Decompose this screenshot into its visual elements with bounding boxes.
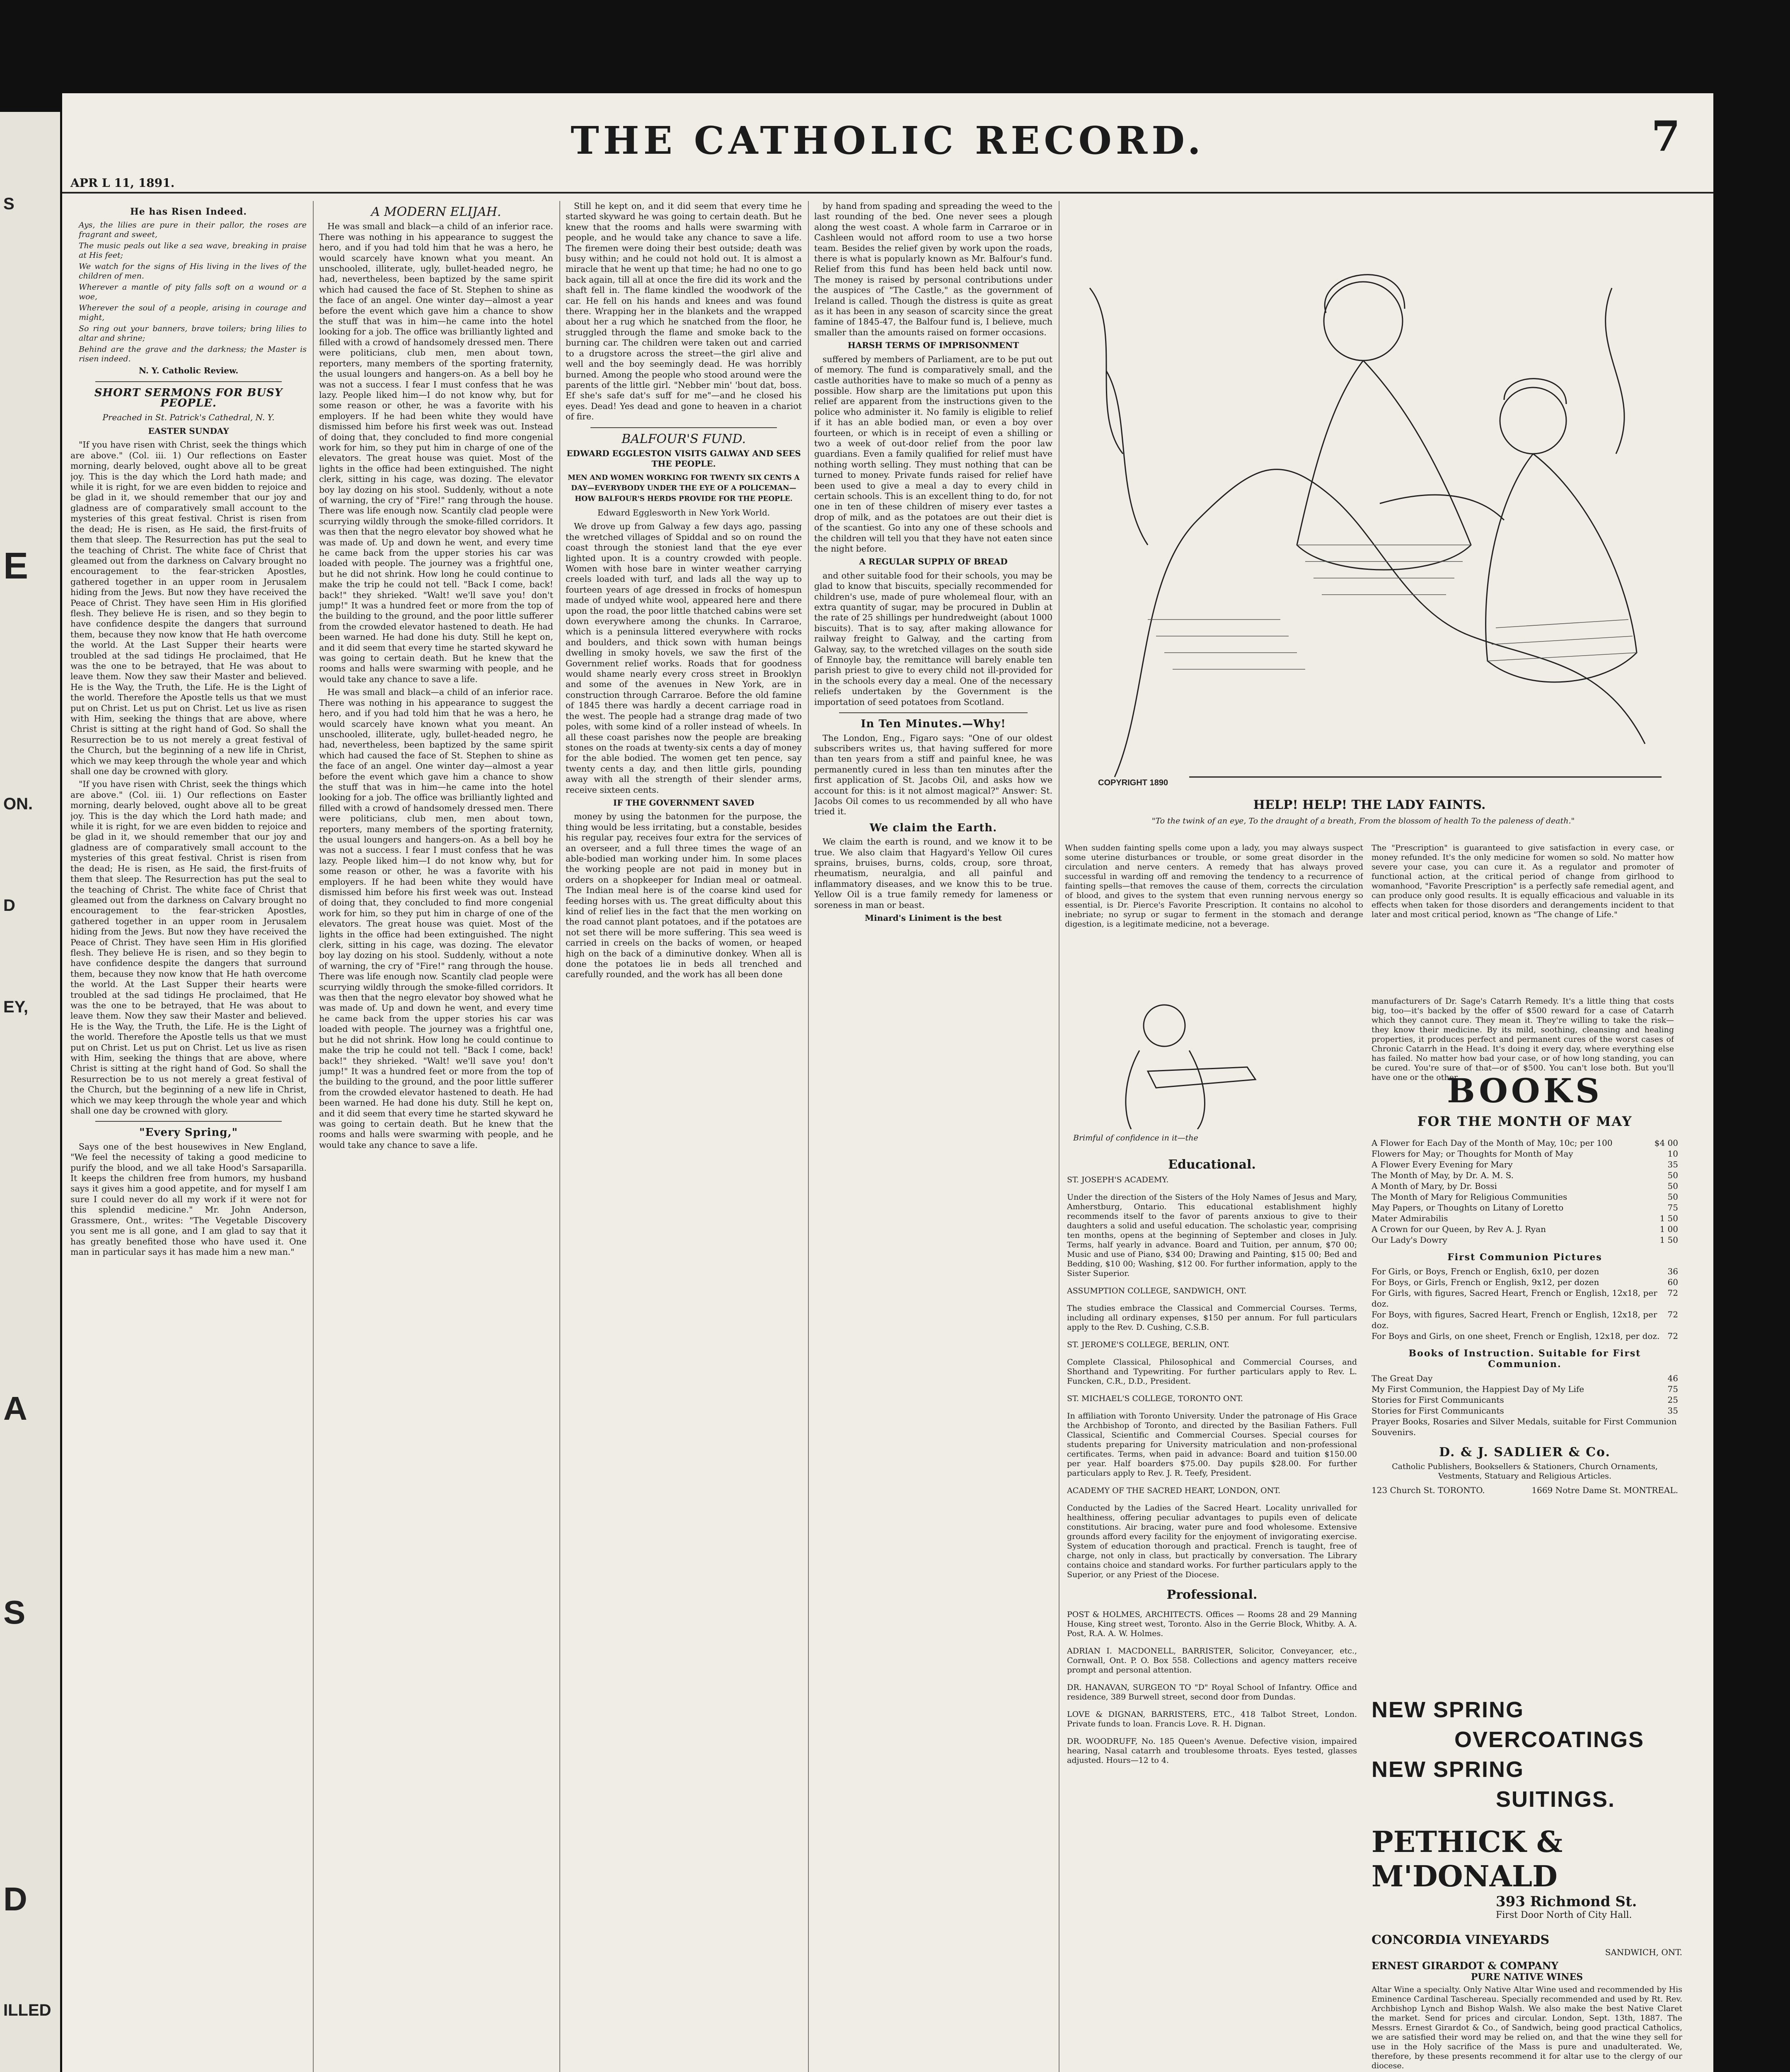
poem-line: The music peals out like a sea wave, breaking in praise at His feet; bbox=[79, 241, 307, 260]
book-row bbox=[1372, 1277, 1678, 1288]
book-row bbox=[1372, 1224, 1678, 1234]
column-1 bbox=[70, 201, 307, 2072]
professional-card: ADRIAN I. MACDONELL, BARRISTER, Solicitor, Conveyancer, etc., Cornwall, Ont. P. O. Box 558. Collections and agency matters receive prompt and personal attention. bbox=[1067, 1646, 1357, 1675]
page-number: 7 bbox=[1651, 112, 1680, 161]
balfour-title: BALFOUR'S FUND. bbox=[621, 431, 746, 446]
vineyards-firm: ERNEST GIRARDOT & COMPANY bbox=[1372, 1960, 1558, 1972]
school-name: ACADEMY OF THE SACRED HEART, LONDON, ONT. bbox=[1067, 1486, 1281, 1495]
poem-line: Behind are the grave and the darkness; the Master is risen indeed. bbox=[79, 345, 307, 364]
issue-date: APR L 11, 1891. bbox=[70, 176, 175, 190]
book-title: For Boys and Girls, on one sheet, French or English, 12x18, per doz. bbox=[1372, 1331, 1660, 1341]
firm-name: PETHICK & M'DONALD bbox=[1372, 1825, 1563, 1893]
book-price: 75 bbox=[1667, 1203, 1678, 1213]
book-row bbox=[1372, 1394, 1678, 1405]
school-text: Complete Classical, Philosophical and Commercial Courses, and Shorthand and Typewriting. For further particulars apply to Rev. L. Funcken, C.R., D.D., President. bbox=[1067, 1358, 1357, 1386]
tailor-ad bbox=[1372, 1693, 1682, 2072]
sermon-day: EASTER SUNDAY bbox=[148, 426, 229, 436]
school-name: ST. JEROME'S COLLEGE, BERLIN, ONT. bbox=[1067, 1340, 1230, 1349]
catarrh-ad-text: manufacturers of Dr. Sage's Catarrh Remedy. It's a little thing that costs big, too—it's backed by the offer of $500 reward for a case of Catarrh which they cannot cure. They mean it. They're willing to take the risk—they know their medicine. By its mild, soothing, cleansing and healing properties, it produces perfect and permanent cures of the worst cases of Chronic Catarrh in the Head. It's doing it every day, where everything else has failed. No matter how bad your case, or of how long standing, you can be cured. You're sure of that—or of $500. You can't lose both. But you'll have one or the other. bbox=[1372, 997, 1674, 1082]
educational-section bbox=[1067, 1154, 1357, 2072]
book-list bbox=[1372, 1138, 1678, 1245]
book-row bbox=[1372, 1148, 1678, 1159]
school-text: Under the direction of the Sisters of the Holy Names of Jesus and Mary, Amherstburg, Ontario. This educational establishment highly recommends itself to the favor of parents anxious to give to their daughters a solid and useful education. The scholastic year, comprising ten months, opens at the beginning of September and closes in July. Terms, half yearly in advance. Board and Tuition, per annum, $70 00; Music and use of Piano, $34 00; Drawing and Painting, $15 00; Bed and Bedding, $10 00; Washing, $12 00. For further information, apply to the Sister Superior. bbox=[1067, 1193, 1357, 1278]
balfour-subtitle-2: MEN AND WOMEN WORKING FOR TWENTY SIX CENTS A DAY—EVERYBODY UNDER THE EYE OF A POLICEMAN—HOW BALFOUR'S HERDS PROVIDE FOR THE PEOPLE. bbox=[568, 473, 800, 503]
book-price: 35 bbox=[1667, 1159, 1678, 1169]
poem-line: Ays, the lilies are pure in their pallor, the roses are fragrant and sweet, bbox=[79, 220, 307, 240]
publisher-addresses bbox=[1372, 1485, 1678, 1495]
book-price: 50 bbox=[1667, 1192, 1678, 1202]
book-title: A Flower Every Evening for Mary bbox=[1372, 1159, 1513, 1169]
publisher-line: Catholic Publishers, Booksellers & Stationers, Church Ornaments, Vestments, Statuary and Religious Articles. bbox=[1392, 1462, 1658, 1481]
book-row bbox=[1372, 1234, 1678, 1245]
educational-heading: Educational. bbox=[1168, 1157, 1256, 1172]
poem-line: Wherever a mantle of pity falls soft on a wound or a woe, bbox=[79, 283, 307, 302]
professional-card: DR. WOODRUFF, No. 185 Queen's Avenue. Defective vision, impaired hearing, Nasal catarrh and troublesome throats. Eyes tested, glasses adjusted. Hours—12 to 4. bbox=[1067, 1737, 1357, 1765]
school-text: The studies embrace the Classical and Commercial Courses. Terms, including all ordinary expenses, $150 per annum. For full particulars apply to the Rev. D. Cushing, C.S.B. bbox=[1067, 1304, 1357, 1332]
man-with-tray-illustration bbox=[1073, 997, 1355, 1129]
book-row bbox=[1372, 1405, 1678, 1416]
fund-text: by hand from spading and spreading the weed to the last rounding of the bed. One never sees a plough along the west coast. A whole farm in Carraroe or in Cashleen would not afford room to use a two horse team. Besides the relief given by work upon the roads, there is what is popularly known as Mr. Balfour's fund. Relief from this fund has been held back until now. The money is raised by personal contributions under the auspices of "The Castle," as the government of Ireland is called. Though the distress is quite as great as it has been in any season of scarcity since the great famine of 1845-47, the Balfour fund is, I believe, much smaller than the amounts raised on former occasions. bbox=[814, 201, 1052, 337]
strip-text: A bbox=[3, 1390, 27, 1427]
school-text: In affiliation with Toronto University. Under the patronage of His Grace the Archbishop of Toronto, and directed by the Basilian Fathers. Full Classical, Scientific and Commercial Courses. Special courses for students preparing for University matriculation and non-professional certificates. Terms, when paid in advance: Board and tuition $150.00 per year. Half boarders $75.00. Day pupils $28.00. For further particulars apply to Rev. J. R. Teefy, President. bbox=[1067, 1411, 1357, 1478]
strip-text: D bbox=[3, 1881, 27, 1917]
book-price: 1 00 bbox=[1659, 1224, 1678, 1234]
vineyards-title: CONCORDIA VINEYARDS bbox=[1372, 1933, 1550, 1947]
books-ad bbox=[1372, 1071, 1678, 1495]
book-row bbox=[1372, 1384, 1678, 1394]
poem-line: So ring out your banners, brave toilers; bring lilies to altar and shrine; bbox=[79, 324, 307, 343]
fainting-lady-illustration bbox=[1065, 205, 1674, 794]
book-row bbox=[1372, 1288, 1678, 1309]
strip-text: E bbox=[3, 545, 29, 587]
book-price: 10 bbox=[1667, 1149, 1678, 1159]
book-title: My First Communion, the Happiest Day of My Life bbox=[1372, 1384, 1584, 1394]
book-price: 25 bbox=[1667, 1395, 1678, 1405]
book-row bbox=[1372, 1170, 1678, 1181]
school-text: Conducted by the Ladies of the Sacred Heart. Locality unrivalled for healthiness, offering peculiar advantages to pupils even of delicate constitutions. Air bracing, water pure and food wholesome. Extensive grounds afford every facility for the enjoyment of invigorating exercise. System of education thorough and practical. French is taught, free of charge, not only in class, but practically by conversation. The Library contains choice and standard works. For further particulars apply to the Superior, or any Priest of the Diocese. bbox=[1067, 1503, 1357, 1579]
school-name: ASSUMPTION COLLEGE, SANDWICH, ONT. bbox=[1067, 1286, 1247, 1295]
pictures-heading: First Communion Pictures bbox=[1447, 1252, 1602, 1263]
professional-card: DR. HANAVAN, SURGEON TO "D" Royal School of Infantry. Office and residence, 389 Burwell street, second door from Dundas. bbox=[1067, 1683, 1357, 1702]
separator bbox=[590, 427, 777, 428]
book-title: The Month of May, by Dr. A. M. S. bbox=[1372, 1170, 1514, 1180]
book-row bbox=[1372, 1191, 1678, 1202]
masthead-rule bbox=[62, 192, 1713, 194]
pierce-ad-right: The "Prescription" is guaranteed to give satisfaction in every case, or money refunded. It's the only medicine for women so sold. No matter how severe your case, you can cure it. As a regulator and promoter of functional action, at the critical period of change from girlhood to womanhood, "Favorite Prescription" is a perfectly safe remedial agent, and can produce only good results. It is equally efficacious and valuable in its effects when taken for those disorders and derangements incident to that later and most critical period, known as "The change of Life." bbox=[1372, 843, 1674, 919]
school-name: ST. JOSEPH'S ACADEMY. bbox=[1067, 1175, 1169, 1184]
book-row bbox=[1372, 1309, 1678, 1331]
copyright-label: COPYRIGHT 1890 bbox=[1098, 778, 1168, 787]
column-4 bbox=[814, 201, 1052, 2072]
books-title: BOOKS bbox=[1447, 1071, 1603, 1110]
book-price: 35 bbox=[1667, 1406, 1678, 1416]
overcoatings: OVERCOATINGS bbox=[1454, 1727, 1645, 1752]
book-row bbox=[1372, 1416, 1678, 1438]
address-toronto: 123 Church St. TORONTO. bbox=[1372, 1485, 1485, 1495]
poem-source: N. Y. Catholic Review. bbox=[138, 366, 239, 376]
book-row bbox=[1372, 1266, 1678, 1277]
strip-text: ILLED bbox=[3, 2001, 51, 2019]
book-title: For Girls, with figures, Sacred Heart, French or English, 12x18, per doz. bbox=[1372, 1288, 1657, 1309]
instruction-list bbox=[1372, 1373, 1678, 1438]
bread-heading: A REGULAR SUPPLY OF BREAD bbox=[859, 557, 1008, 567]
book-title: Our Lady's Dowry bbox=[1372, 1235, 1447, 1245]
book-title: Stories for First Communicants bbox=[1372, 1395, 1504, 1405]
book-title: The Month of Mary for Religious Communities bbox=[1372, 1192, 1567, 1202]
newspaper-title: THE CATHOLIC RECORD. bbox=[571, 118, 1205, 163]
book-price: 1 50 bbox=[1659, 1235, 1678, 1245]
book-title: For Boys, with figures, Sacred Heart, French or English, 12x18, per doz. bbox=[1372, 1310, 1657, 1330]
school-name: ST. MICHAEL'S COLLEGE, TORONTO ONT. bbox=[1067, 1394, 1243, 1403]
column-divider bbox=[808, 201, 809, 2072]
book-price: $4 00 bbox=[1654, 1138, 1678, 1148]
column-2 bbox=[319, 201, 553, 2072]
sermon-text: "If you have risen with Christ, seek the things which are above." (Col. iii. 1) Our reflections on Easter morning, dearly beloved, ought above all to be great joy. This is the day which the Lord hath made; and while it is right, for we are even bidden to rejoice and be glad in it, we should remember that our joy and gladness are of comparatively small account to the mysteries of this great festival. Christ is risen from the dead; He is risen, as He said, the first-fruits of them that sleep. The Resurrection has put the seal to the teaching of Christ. The white face of Christ that gleamed out from the darkness on Calvary brought no encouragement to the fear-stricken Apostles, gathered together in an upper room in Jerusalem hiding from the Jews. But now they have received the Peace of Christ. They have seen Him in His glorified flesh. They believe He is risen, and so they begin to have confidence despite the dangers that surround them, because they now know that He hath overcome the world. At the Last Supper their hearts were troubled at the sad tidings He proclaimed, that He was the one to be betrayed, that He was about to leave them. Now they saw their Master and believed. He is the Way, the Truth, the Life. He is the Light of the world. Therefore the Apostle tells us that we must put on Christ. Let us put on Christ. Let us live as risen with Him, seeking the things that are above, where Christ is sitting at the right hand of God. So shall the Resurrection be to us not merely a great festival of the Church, but the beginning of a new life in Christ, which we may keep through the whole year and which shall one day be crowned with glory. bbox=[70, 440, 307, 777]
book-price: 72 bbox=[1667, 1288, 1678, 1298]
brimful-line: Brimful of confidence in it—the bbox=[1073, 1133, 1198, 1143]
firm-address: 393 Richmond St. bbox=[1496, 1893, 1637, 1910]
book-row bbox=[1372, 1373, 1678, 1384]
book-title: For Boys, or Girls, French or English, 9x12, per dozen bbox=[1372, 1277, 1599, 1287]
minard-line: Minard's Liniment is the best bbox=[864, 913, 1002, 923]
strip-text: ON. bbox=[3, 795, 33, 813]
masthead bbox=[62, 93, 1713, 193]
illustration-verse: "To the twink of an eye, To the draught of a breath, From the blossom of health To the paleness of death." bbox=[1151, 816, 1575, 825]
book-row bbox=[1372, 1331, 1678, 1341]
poem-line: We watch for the signs of His living in the lives of the children of men. bbox=[79, 262, 307, 281]
book-price: 50 bbox=[1667, 1170, 1678, 1180]
imprisonment-heading: HARSH TERMS OF IMPRISONMENT bbox=[847, 340, 1019, 351]
picture-list bbox=[1372, 1266, 1678, 1341]
book-title: May Papers, or Thoughts on Litany of Loretto bbox=[1372, 1203, 1564, 1213]
book-title: Mater Admirabilis bbox=[1372, 1213, 1448, 1223]
book-title: Stories for First Communicants bbox=[1372, 1406, 1504, 1416]
strip-text: D bbox=[3, 896, 15, 915]
fund-text-2: suffered by members of Parliament, are to be put out of memory. The fund is comparatively small, and the castle authorities have to make so much of a penny as possible. How sharp are the limitations put upon this relief are apparent from the instructions given to the police who administer it. No family is eligible to relief if it has an able bodied man, or even a boy over fourteen, or which is in receipt of even a shilling or two a week of out-door relief from the poor law guardians. Even a family qualified for relief must have nothing worth selling. They must nothing that can be turned to money. Private funds raised for relief have been used to give a meal a day to every child in certain schools. This is an excellent thing to do, for not one in ten of these children of misery ever tastes a drop of milk, and as the potatoes are out their diet is of the scantiest. Go into any one of these schools and the children will tell you that they have not eaten since the night before. bbox=[814, 354, 1052, 554]
adjacent-page-strip bbox=[0, 112, 60, 2072]
every-spring-title: "Every Spring," bbox=[139, 1126, 238, 1139]
claim-title: We claim the Earth. bbox=[869, 821, 997, 834]
book-price: 46 bbox=[1667, 1373, 1678, 1383]
books-subtitle: FOR THE MONTH OF MAY bbox=[1417, 1113, 1633, 1129]
book-title: A Crown for our Queen, by Rev A. J. Ryan bbox=[1372, 1224, 1546, 1234]
balfour-byline: Edward Egglesworth in New York World. bbox=[597, 507, 770, 518]
separator bbox=[839, 712, 1028, 713]
professional-card: LOVE & DIGNAN, BARRISTERS, ETC., 418 Talbot Street, London. Private funds to loan. Francis Love. R. H. Dignan. bbox=[1067, 1710, 1357, 1728]
book-price: 36 bbox=[1667, 1266, 1678, 1276]
claim-text: We claim the earth is round, and we know it to be true. We also claim that Hagyard's Yellow Oil cures sprains, bruises, burns, colds, croup, sore throat, rheumatism, neuralgia, and all painful and inflammatory diseases, and we know this to be true. Yellow Oil is a true family remedy for lameness or soreness in man or beast. bbox=[814, 837, 1052, 910]
every-spring-text: Says one of the best housewives in New England, "We feel the necessity of taking a good medicine to purify the blood, and we all take Hood's Sarsaparilla. It keeps the children free from humors, my husband says it gives him a good appetite, and for myself I am sure I could never do all my work if it were not for this splendid medicine." Mr. John Anderson, Grassmere, Ont., writes: "The Vegetable Discovery you sent me is all gone, and I am glad to say that it has greatly benefited those who have used it. One man in particular says it has made him a new man." bbox=[70, 1141, 307, 1257]
book-title: Prayer Books, Rosaries and Silver Medals, suitable for First Communion Souvenirs. bbox=[1372, 1416, 1677, 1437]
strip-text: S bbox=[3, 1594, 26, 1631]
elijah-text: He was small and black—a child of an inferior race. There was nothing in his appearance to suggest the hero, and if you had told him that he was a hero, he would scarcely have known what you meant. An unschooled, illiterate, ugly, bullet-headed negro, he had, nevertheless, been baptized by the same spirit which had caused the face of St. Stephen to shine as the face of an angel. One winter day—almost a year before the event which gave him a chance to show the stuff that was in him—he came into the hotel looking for a job. The office was brilliantly lighted and filled with a crowd of handsomely dressed men. There were politicians, club men, men about town, reporters, many members of the sporting fraternity, the usual loungers and hangers-on. As a bell boy he was not a success. I fear I must confess that he was lazy. People liked him—I do not know why, but for some reason or other, he was a favorite with his employers. If he had been white they would have dismissed him before his first week was out. Instead of doing that, they concluded to find more congenial work for him, so they put him in charge of one of the elevators. The great house was quiet. Most of the lights in the office had been extinguished. The night clerk, sitting in his cage, was dozing. The elevator boy lay dozing on his stool. Suddenly, without a note of warning, the cry of "Fire!" rang through the house. There was life enough now. Scantily clad people were scurrying wildly through the smoke-filled corridors. It was then that the negro elevator boy showed what he was made of. Up and down he went, and every time he came back from the upper stories his car was loaded with people. The journey was a frightful one, but he did not shrink. How long he could continue to make the trip he could not tell. "Back I come, back! back!" they shrieked. "Walt! we'll save you! don't jump!" It was a hundred feet or more from the top of the building to the ground, and the poor little sufferer from the crowded elevator hastened to death. He had been warned. He had done his duty. Still he kept on, and it did seem that every time he started skyward he was going to certain death. But he knew that the rooms and halls were swarming with people, and he would take any chance to save a life. bbox=[319, 221, 553, 684]
illustration-caption: HELP! HELP! THE LADY FAINTS. bbox=[1253, 798, 1486, 812]
poem-title: He has Risen Indeed. bbox=[130, 206, 247, 217]
ten-minutes-text: The London, Eng., Figaro says: "One of our oldest subscribers writes us, that having suffered for more than ten years from a stiff and painful knee, he was permanently cured in less than ten minutes after the first application of St. Jacobs Oil, and asks how we account for this: is it not almost magical?" Answer: St. Jacobs Oil comes to us recommended by all who have tried it. bbox=[814, 733, 1052, 817]
sermon-text-continued: "If you have risen with Christ, seek the things which are above." (Col. iii. 1) Our reflections on Easter morning, dearly beloved, ought above all to be great joy. This is the day which the Lord hath made; and while it is right, for we are even bidden to rejoice and be glad in it, we should remember that our joy and gladness are of comparatively small account to the mysteries of this great festival. Christ is risen from the dead; He is risen, as He said, the first-fruits of them that sleep. The Resurrection has put the seal to the teaching of Christ. The white face of Christ that gleamed out from the darkness on Calvary brought no encouragement to the fear-stricken Apostles, gathered together in an upper room in Jerusalem hiding from the Jews. But now they have received the Peace of Christ. They have seen Him in His glorified flesh. They believe He is risen, and so they begin to have confidence despite the dangers that surround them, because they now know that He hath overcome the world. At the Last Supper their hearts were troubled at the sad tidings He proclaimed, that He was the one to be betrayed, that He was about to leave them. Now they saw their Master and believed. He is the Way, the Truth, the Life. He is the Light of the world. Therefore the Apostle tells us that we must put on Christ. Let us put on Christ. Let us live as risen with Him, seeking the things that are above, where Christ is sitting at the right hand of God. So shall the Resurrection be to us not merely a great festival of the Church, but the beginning of a new life in Christ, which we may keep through the whole year and which shall one day be crowned with glory. bbox=[70, 779, 307, 1116]
professional-card: POST & HOLMES, ARCHITECTS. Offices — Rooms 28 and 29 Manning House, King street west, Toronto. Also in the Gerrie Block, Whitby. A. A. Post, R.A. A. W. Holmes. bbox=[1067, 1610, 1357, 1638]
book-row bbox=[1372, 1159, 1678, 1170]
new-spring-1: NEW SPRING bbox=[1372, 1697, 1524, 1722]
new-spring-2: NEW SPRING bbox=[1372, 1757, 1524, 1782]
book-price: 72 bbox=[1667, 1331, 1678, 1341]
book-title: Flowers for May; or Thoughts for Month of May bbox=[1372, 1149, 1573, 1159]
instruction-heading: Books of Instruction. Suitable for First Communion. bbox=[1408, 1348, 1641, 1370]
book-row bbox=[1372, 1138, 1678, 1148]
column-divider bbox=[313, 201, 314, 2072]
book-price: 50 bbox=[1667, 1181, 1678, 1191]
firm-address-2: First Door North of City Hall. bbox=[1496, 1910, 1632, 1920]
sermons-heading: SHORT SERMONS FOR BUSY PEOPLE. bbox=[94, 386, 283, 410]
book-row bbox=[1372, 1213, 1678, 1224]
elijah-title: A MODERN ELIJAH. bbox=[371, 205, 501, 219]
book-price: 60 bbox=[1667, 1277, 1678, 1287]
book-row bbox=[1372, 1202, 1678, 1213]
book-title: A Flower for Each Day of the Month of May, 10c; per 100 bbox=[1372, 1138, 1613, 1148]
book-row bbox=[1372, 1181, 1678, 1191]
book-price: 72 bbox=[1667, 1310, 1678, 1319]
column-divider bbox=[559, 201, 560, 2072]
elijah-text-continued: He was small and black—a child of an inferior race. There was nothing in his appearance to suggest the hero, and if you had told him that he was a hero, he would scarcely have known what you meant. An unschooled, illiterate, ugly, bullet-headed negro, he had, nevertheless, been baptized by the same spirit which had caused the face of St. Stephen to shine as the face of an angel. One winter day—almost a year before the event which gave him a chance to show the stuff that was in him—he came into the hotel looking for a job. The office was brilliantly lighted and filled with a crowd of handsomely dressed men. There were politicians, club men, men about town, reporters, many members of the sporting fraternity, the usual loungers and hangers-on. As a bell boy he was not a success. I fear I must confess that he was lazy. People liked him—I do not know why, but for some reason or other, he was a favorite with his employers. If he had been white they would have dismissed him before his first week was out. Instead of doing that, they concluded to find more congenial work for him, so they put him in charge of one of the elevators. The great house was quiet. Most of the lights in the office had been extinguished. The night clerk, sitting in his cage, was dozing. The elevator boy lay dozing on his stool. Suddenly, without a note of warning, the cry of "Fire!" rang through the house. There was life enough now. Scantily clad people were scurrying wildly through the smoke-filled corridors. It was then that the negro elevator boy showed what he was made of. Up and down he went, and every time he came back from the upper stories his car was loaded with people. The journey was a frightful one, but he did not shrink. How long he could continue to make the trip he could not tell. "Back I come, back! back!" they shrieked. "Walt! we'll save you! don't jump!" It was a hundred feet or more from the top of the building to the ground, and the poor little sufferer from the crowded elevator hastened to death. He had been warned. He had done his duty. Still he kept on, and it did seem that every time he started skyward he was going to certain death. But he knew that the rooms and halls were swarming with people, and he would take any chance to save a life. bbox=[319, 687, 553, 1150]
book-price: 1 50 bbox=[1659, 1213, 1678, 1223]
vineyards-sub: PURE NATIVE WINES bbox=[1471, 1972, 1583, 1982]
book-title: A Month of Mary, by Dr. Bossi bbox=[1372, 1181, 1497, 1191]
suitings: SUITINGS. bbox=[1496, 1787, 1616, 1812]
ten-minutes-title: In Ten Minutes.—Why! bbox=[861, 718, 1006, 731]
poem-line: Wherever the soul of a people, arising in courage and might, bbox=[79, 303, 307, 322]
elijah-ending: Still he kept on, and it did seem that every time he started skyward he was going to certain death. But he knew that the rooms and halls were swarming with people, and he would take any chance to save a life. The firemen were doing their best outside; death was busy within; and he could not hold out. It is almost a miracle that he went up that time; he had no one to go back again, till all at once the fire did its work and the shaft fell in. The flame kindled the woodwork of the car. He fell on his hands and knees and was found there. Wrapping her in the blankets and the wrapped about her a rug which he snatched from the floor, he struggled through the flame and smoke back to the burning car. The children were taken out and carried to a drugstore across the street—the girl alive and well and the boy seemingly dead. He was horribly burned. Among the people who stood around were the parents of the little girl. "Nebber min' 'bout dat, boss. Ef she's safe dat's suff for me"—and he closed his eyes. Dead! Yes dead and gone to heaven in a chariot of fire. bbox=[566, 201, 802, 422]
balfour-text: We drove up from Galway a few days ago, passing the wretched villages of Spiddal and so on round the coast through the stoniest land that the eye ever lighted upon. It is a country crowded with people. Women with hose bare in winter weather carrying creels loaded with turf, and lads all the way up to fourteen years of age dressed in frocks of homespun made of undyed white wool, appeared here and there upon the road, the poor little thatched cabins were set down everywhere among the chunks. In Carraroe, which is a peninsula littered everywhere with rocks and boulders, and thick sown with human beings dwelling in smoky hovels, we saw the first of the Government relief works. Roads that for goodness would shame nearly every cross street in Brooklyn and some of the avenues in New York, are in construction through Carraroe. Before the old famine of 1845 there was hardly a decent carriage road in the west. The people had a strange drag made of two poles, with some kind of a roller instead of wheels. In all these coast parishes now the people are breaking stones on the roads at twenty-six cents a day of money for the able bodied. The women get ten pence, say twenty cents a day, and then little girls, pounding away with all the strength of their slender arms, receive sixteen cents. bbox=[566, 521, 802, 795]
balfour-subtitle: EDWARD EGGLESTON VISITS GALWAY AND SEES THE PEOPLE. bbox=[566, 448, 801, 469]
newspaper-page bbox=[62, 93, 1713, 2072]
separator bbox=[95, 381, 282, 382]
book-title: For Girls, or Boys, French or English, 6x10, per dozen bbox=[1372, 1266, 1599, 1276]
pierce-ad-left: When sudden fainting spells come upon a lady, you may always suspect some uterine disturbances or trouble, or some great disorder in the circulation and nerve centers. A remedy that has always proved successful in warding off and removing the tendency to a recurrence of fainting spells—that removes the cause of them, corrects the circulation of blood, and gives to the system that even running nervous energy so essential, is Dr. Pierce's Favorite Prescription. It contains no alcohol to inebriate; no syrup or sugar to ferment in the stomach and derange digestion, is a legitimate medicine, not a beverage. bbox=[1065, 843, 1363, 929]
column-3 bbox=[566, 201, 802, 2072]
sermon-preached: Preached in St. Patrick's Cathedral, N. Y. bbox=[102, 412, 275, 422]
government-heading: IF THE GOVERNMENT SAVED bbox=[613, 797, 755, 808]
government-text: money by using the batonmen for the purpose, the thing would be less irritating, but a constable, besides his regular pay, receives four extra for the services of an overseer, and a full three times the wage of an able-bodied man working under him. In some places the working people are not paid in money but in orders on a shopkeeper for Indian meal or oatmeal. The Indian meal here is of the coarse kind used for feeding horses with us. The great difficulty about this kind of relief lies in the fact that the men working on the road cannot plant potatoes, and if the potatoes are not set there will be more suffering. This sea weed is carried in creels on the backs of women, or heaped high on the back of a diminutive donkey. When all is done the potatoes lie in beds all trenched and carefully rounded, and the work has all been done bbox=[566, 811, 802, 980]
fund-text-3: and other suitable food for their schools, you may be glad to know that biscuits, specially recommended for children's use, made of pure wholemeal flour, with an extra quantity of sugar, may be procured in Dublin at the rate of 25 shillings per hundredweight (about 1000 biscuits). That is to say, after making allowance for railway freight to Galway, and the carting from Galway, say, to the wretched villages on the south side of Ennoyle bay, the remittance will barely enable ten parish priest to give to every child not ill-provided for in the schools every day a meal. One of the necessary reliefs undertaken by the Government is the importation of seed potatoes from Scotland. bbox=[814, 570, 1052, 707]
separator bbox=[95, 1121, 282, 1122]
professional-heading: Professional. bbox=[1166, 1588, 1258, 1602]
publisher-name: D. & J. SADLIER & Co. bbox=[1439, 1445, 1611, 1460]
vineyards-text: Altar Wine a specialty. Only Native Altar Wine used and recommended by His Eminence Cardinal Taschereau. Specially recommended and used by Rt. Rev. Archbishop Lynch and Bishop Walsh. We also make the best Native Claret the market. Send for prices and circular. London, Sept. 13th, 1887. The Messrs. Ernest Girardot & Co., of Sandwich, being good practical Catholics, we are satisfied their word may be relied on, and that the wine they sell for use in the Holy sacrifice of the Mass is pure and unadulterated. We, therefore, by these presents recommend it for altar use to the clergy of our diocese. bbox=[1372, 1985, 1682, 2070]
strip-text: S bbox=[3, 195, 15, 213]
strip-text: EY, bbox=[3, 998, 29, 1016]
book-title: The Great Day bbox=[1372, 1373, 1433, 1383]
vineyards-place: SANDWICH, ONT. bbox=[1605, 1947, 1682, 1957]
book-price: 75 bbox=[1667, 1384, 1678, 1394]
address-montreal: 1669 Notre Dame St. MONTREAL. bbox=[1531, 1485, 1678, 1495]
